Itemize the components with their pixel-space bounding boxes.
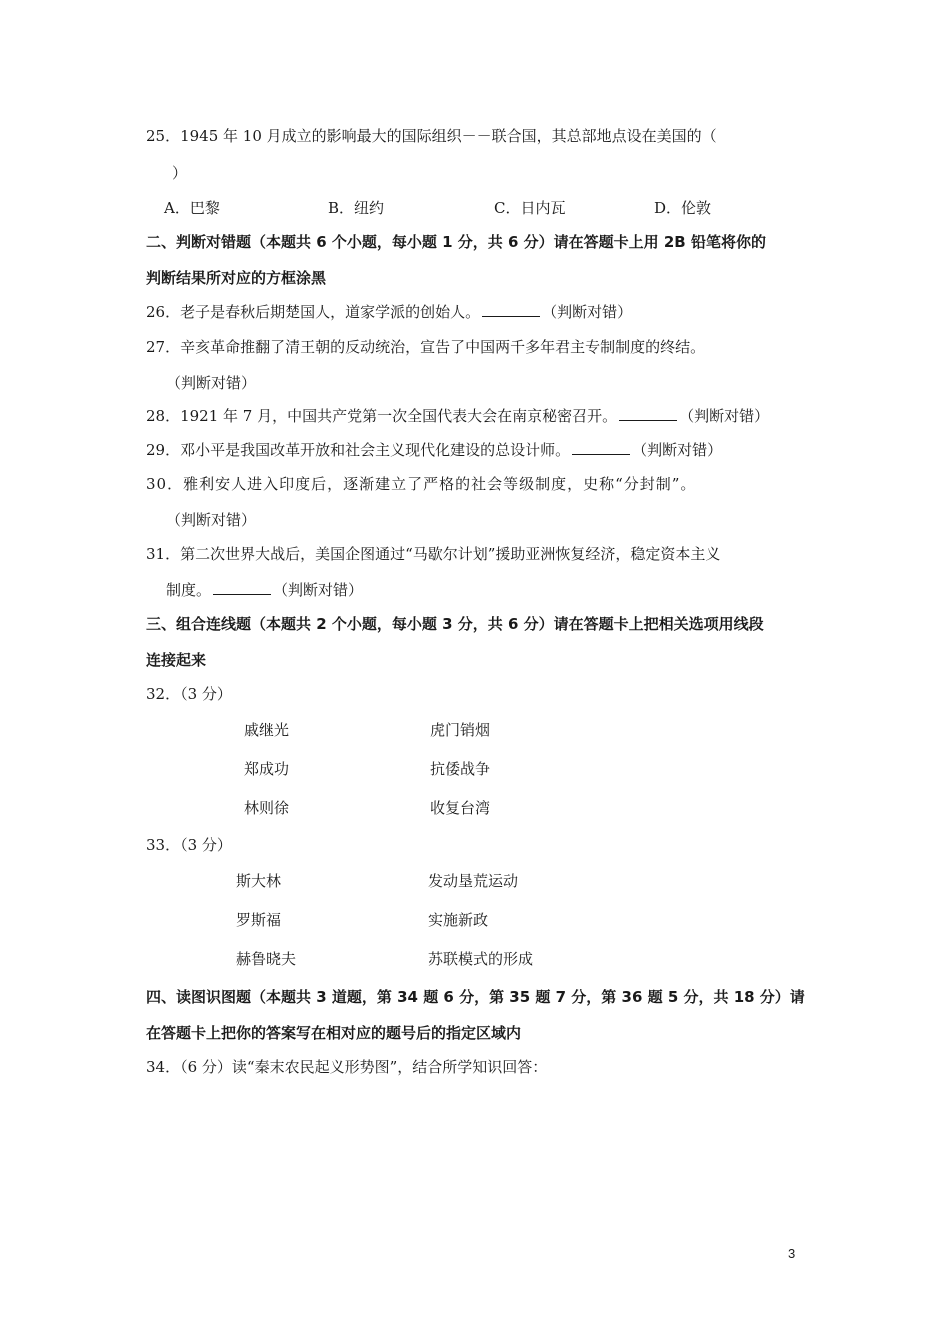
q26 bbox=[146, 302, 632, 322]
section3-heading-line1: 三、组合连线题（本题共 2 个小题，每小题 3 分，共 6 分）请在答题卡上把相关选项用线段 bbox=[146, 615, 764, 633]
page-number: 3 bbox=[788, 1246, 796, 1261]
section2-heading-line1: 二、判断对错题（本题共 6 个小题，每小题 1 分，共 6 分）请在答题卡上用 2B 铅笔将你的 bbox=[146, 233, 766, 251]
q29-suffix: （判断对错） bbox=[632, 441, 723, 459]
q28-blank bbox=[619, 406, 677, 421]
q33-left-2: 罗斯福 bbox=[236, 911, 282, 929]
q33-left-3: 赫鲁晓夫 bbox=[236, 950, 297, 968]
q33-left-1: 斯大林 bbox=[236, 872, 282, 890]
q25-option-b: B．纽约 bbox=[328, 199, 385, 217]
q28-text: 28．1921 年 7 月，中国共产党第一次全国代表大会在南京秘密召开。 bbox=[146, 407, 618, 425]
q33-label: 33．（3 分） bbox=[146, 836, 232, 854]
q32-left-3: 林则徐 bbox=[244, 799, 290, 817]
q28 bbox=[146, 406, 769, 426]
section4-heading-line1: 四、读图识图题（本题共 3 道题，第 34 题 6 分，第 35 题 7 分，第 36 题 5 分，共 18 分）请 bbox=[146, 988, 805, 1006]
q32-left-2: 郑成功 bbox=[244, 760, 290, 778]
q32-label: 32．（3 分） bbox=[146, 685, 232, 703]
q30-text: 30．雅利安人进入印度后，逐渐建立了严格的社会等级制度，史称“分封制”。 bbox=[146, 475, 697, 493]
q25-option-a: A．巴黎 bbox=[164, 199, 220, 217]
q27-suffix: （判断对错） bbox=[166, 374, 257, 392]
q31-cont bbox=[166, 580, 363, 600]
q29-blank bbox=[572, 440, 630, 455]
q25-option-c: C．日内瓦 bbox=[494, 199, 566, 217]
q32-right-2: 抗倭战争 bbox=[430, 760, 491, 778]
q29-text: 29．邓小平是我国改革开放和社会主义现代化建设的总设计师。 bbox=[146, 441, 571, 459]
section2-heading-line2: 判断结果所对应的方框涂黑 bbox=[146, 269, 327, 287]
q33-right-3: 苏联模式的形成 bbox=[428, 950, 534, 968]
q26-suffix: （判断对错） bbox=[542, 303, 633, 321]
q26-blank bbox=[482, 302, 540, 317]
q25-option-d: D．伦敦 bbox=[654, 199, 712, 217]
q32-left-1: 戚继光 bbox=[244, 721, 290, 739]
q32-right-1: 虎门销烟 bbox=[430, 721, 491, 739]
q29 bbox=[146, 440, 722, 460]
q31-blank bbox=[213, 580, 271, 595]
q30-suffix: （判断对错） bbox=[166, 511, 257, 529]
q25-stem: 25．1945 年 10 月成立的影响最大的国际组织－－联合国，其总部地点设在美国的（ bbox=[146, 127, 717, 145]
section4-heading-line2: 在答题卡上把你的答案写在相对应的题号后的指定区域内 bbox=[146, 1024, 522, 1042]
q33-right-1: 发动垦荒运动 bbox=[428, 872, 519, 890]
q27-text: 27．辛亥革命推翻了清王朝的反动统治，宣告了中国两千多年君主专制制度的终结。 bbox=[146, 338, 706, 356]
q31-cont-text: 制度。 bbox=[166, 581, 212, 599]
section3-heading-line2: 连接起来 bbox=[146, 651, 207, 669]
q25-close-paren: ） bbox=[172, 164, 188, 182]
q31-suffix: （判断对错） bbox=[273, 581, 364, 599]
q33-right-2: 实施新政 bbox=[428, 911, 489, 929]
q32-right-3: 收复台湾 bbox=[430, 799, 491, 817]
q31-text: 31．第二次世界大战后，美国企图通过“马歇尔计划”援助亚洲恢复经济，稳定资本主义 bbox=[146, 545, 721, 563]
q26-text: 26．老子是春秋后期楚国人，道家学派的创始人。 bbox=[146, 303, 481, 321]
q34-text: 34．（6 分）读“秦末农民起义形势图”，结合所学知识回答： bbox=[146, 1058, 548, 1076]
q28-suffix: （判断对错） bbox=[679, 407, 770, 425]
